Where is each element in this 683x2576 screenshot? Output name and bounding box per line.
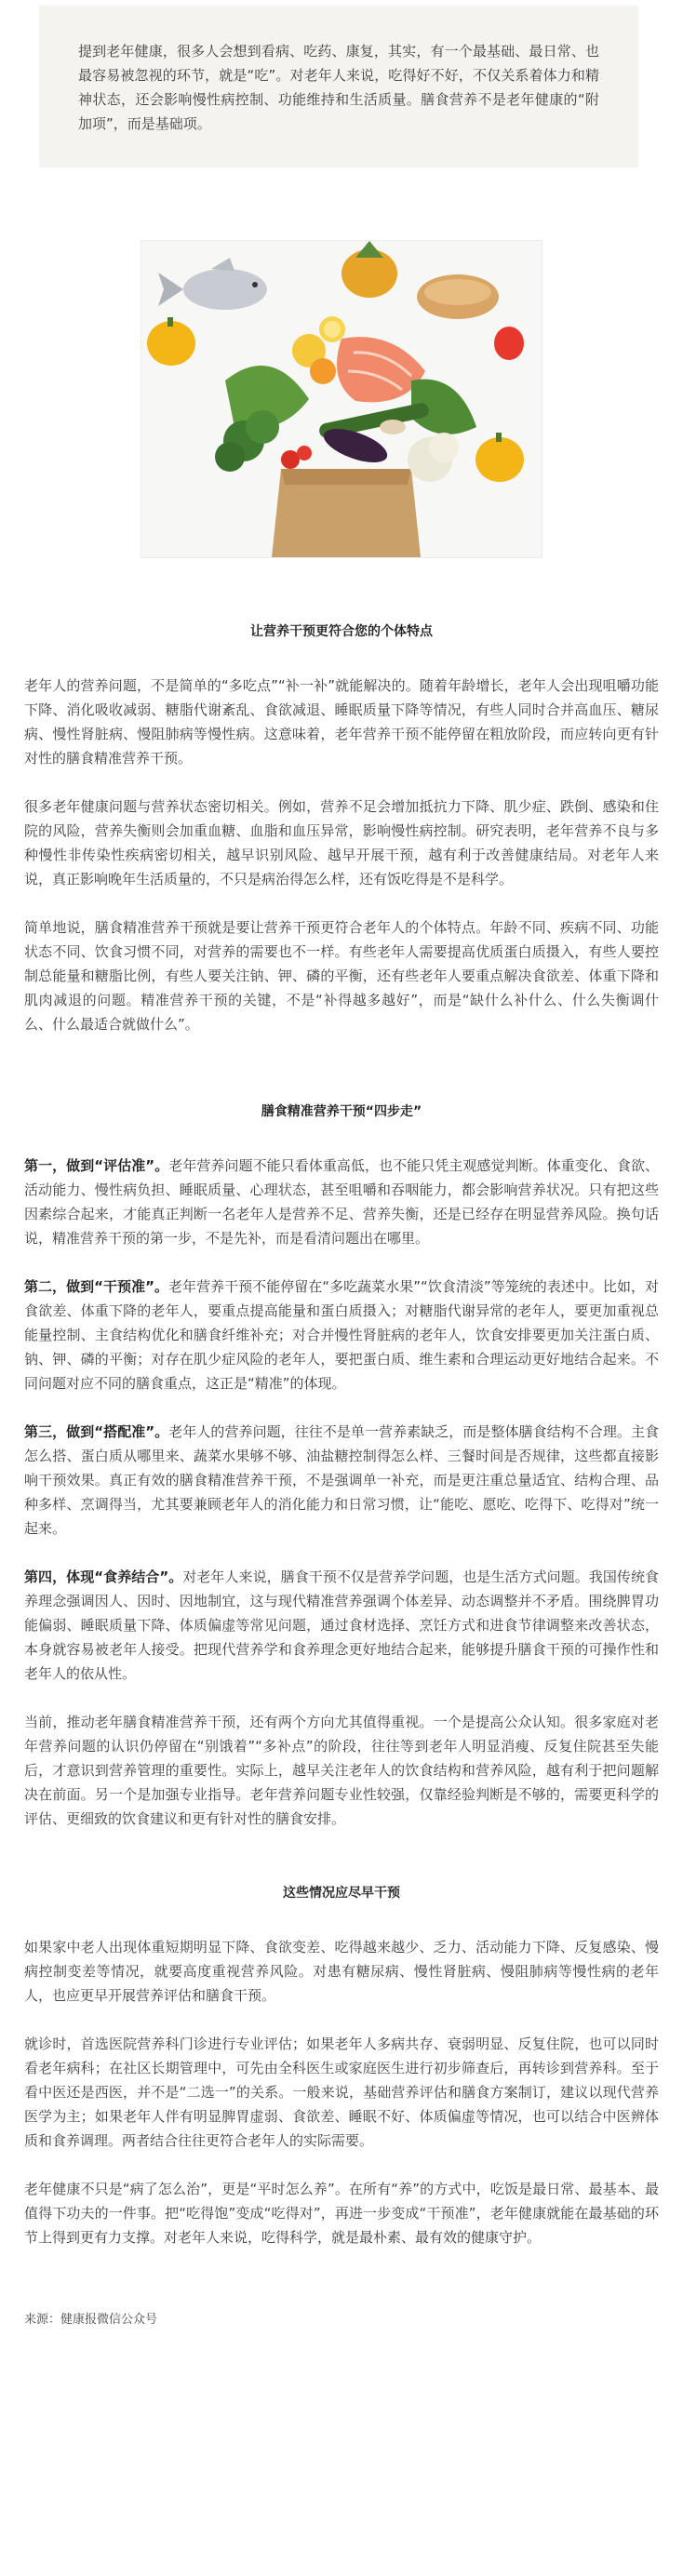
step-lead: 第三，做到“搭配准”。 [24,1423,169,1440]
intro-text: 提到老年健康，很多人会想到看病、吃药、康复，其实，有一个最基础、最日常、也最容易被忽视的环节，就是“吃”。对老年人来说，吃得好不好，不仅关系着体力和精神状态，还会影响慢性病控制、功能维持和生活质量。膳食营养不是老年健康的“附加项”，而是基础项。 [78,43,599,132]
section-1-paragraph: 简单地说，膳食精准营养干预就是要让营养干预更符合老年人的个体特点。年龄不同、疾病不同、功能状态不同、饮食习惯不同，对营养的需要也不一样。有些老年人需要提高优质蛋白质摄入，有些人要控制总能量和糖脂比例，有些人要关注钠、钾、磷的平衡，还有些老年人要重点解决食欲差、体重下降和肌肉减退的问题。精准营养干预的关键，不是“补得越多越好”，而是“缺什么补什么、什么失衡调什么、什么最适合就做什么”。 [24,919,659,1033]
step-text: 当前，推动老年膳食精准营养干预，还有两个方向尤其值得重视。一个是提高公众认知。很多家庭对老年营养问题的认识仍停留在“别饿着”“多补点”的阶段，往往等到老年人明显消瘦、反复住院甚至失能后，才意识到营养管理的重要性。实际上，越早关注老年人的饮食结构和营养风险，越有利于把问题解决在前面。另一个是加强专业指导。老年营养问题专业性较强，仅靠经验判断是不够的，需要更科学的评估、更细致的饮食建议和更有针对性的膳食安排。 [24,1714,659,1827]
step-text: 老年营养问题不能只看体重高低，也不能只凭主观感觉判断。体重变化、食欲、活动能力、慢性病负担、睡眠质量、心理状态，甚至咀嚼和吞咽能力，都会影响营养状况。只有把这些因素综合起来，才能真正判断一名老年人是营养不足、营养失衡，还是已经存在明显营养风险。换句话说，精准营养干预的第一步，不是先补，而是看清问题出在哪里。 [24,1157,659,1247]
section-2-paragraph [24,1154,659,1250]
section-2-paragraph [24,1275,659,1395]
section-2-paragraph [24,1420,659,1541]
section-title-2: 膳食精准营养干预“四步走” [261,1104,422,1119]
orange-icon [310,358,336,384]
step-text: 老年营养干预不能停留在“多吃蔬菜水果”“饮食清淡”等笼统的表述中。比如，对食欲差、体重下降的老年人，要重点提高能量和蛋白质摄入；对糖脂代谢异常的老年人，要更加重视总能量控制、主食结构优化和膳食纤维补充；对合并慢性肾脏病的老年人，饮食安排要更加关注蛋白质、钠、钾、磷的平衡；对存在肌少症风险的老年人，要把蛋白质、维生素和合理运动更好地结合起来。不同问题对应不同的膳食重点，这正是“精准”的体现。 [24,1278,660,1392]
section-3-paragraph: 老年健康不只是“病了怎么治”，更是“平时怎么养”。在所有“养”的方式中，吃饭是最日常、最基本、最值得下功夫的一件事。把“吃得饱”变成“吃得对”，再进一步变成“干预准”，老年健康就能在最基础的环节上得到更有力支撑。对老年人来说，吃得科学，就是最朴素、最有效的健康守护。 [24,2181,659,2246]
intro-box [39,6,638,167]
hero-food-image [141,240,542,558]
section-1-paragraph: 很多老年健康问题与营养状态密切相关。例如，营养不足会增加抵抗力下降、肌少症、跌倒、感染和住院的风险，营养失衡则会加重血糖、血脂和血压异常，影响慢性病控制。研究表明，老年营养不良与多种慢性非传染性疾病密切相关，越早识别风险、越早开展干预，越有利于改善健康结局。对老年人来说，真正影响晚年生活质量的，不只是病治得怎么样，还有饭吃得是不是科学。 [24,798,659,888]
source-credit: 来源：健康报微信公众号 [24,2313,158,2327]
step-text: 对老年人来说，膳食干预不仅是营养学问题，也是生活方式问题。我国传统食养理念强调因人、因时、因地制宜，这与现代精准营养强调个体差异、动态调整并不矛盾。围绕脾胃功能偏弱、睡眠质量下降、体质偏虚等常见问题，通过食材选择、烹饪方式和进食节律调整来改善状态，本身就容易被老年人接受。把现代营养学和食养理念更好地结合起来，能够提升膳食干预的可操作性和老年人的依从性。 [24,1568,659,1682]
step-lead: 第四，体现“食养结合”。 [24,1568,183,1585]
step-lead: 第二，做到“干预准”。 [24,1278,169,1295]
section-title-1: 让营养干预更符合您的个体特点 [250,624,433,639]
bread-icon [417,274,499,319]
section-3-paragraph: 就诊时，首选医院营养科门诊进行专业评估；如果老年人多病共存、衰弱明显、反复住院，也可以同时看老年病科；在社区长期管理中，可先由全科医生或家庭医生进行初步筛查后，再转诊到营养科。至于看中医还是西医，并不是“二选一”的关系。一般来说，基础营养评估和膳食方案制订，建议以现代营养医学为主；如果老年人伴有明显脾胃虚弱、食欲差、睡眠不好、体质偏虚等情况，也可以结合中医辨体质和食养调理。两者结合往往更符合老年人的实际需要。 [24,2035,659,2149]
section-2-paragraph [24,1710,659,1831]
section-2-paragraph [24,1565,659,1686]
food-illustration [141,241,542,557]
step-lead: 第一，做到“评估准”。 [24,1157,169,1174]
paper-bag-icon [272,469,421,557]
step-text: 老年人的营养问题，往往不是单一营养素缺乏，而是整体膳食结构不合理。主食怎么搭、蛋白质从哪里来、蔬菜水果够不够、油盐糖控制得怎么样、三餐时间是否规律，这些都直接影响干预效果。真正有效的膳食精准营养干预，不是强调单一补充，而是更注重总量适宜、结构合理、品种多样、烹调得当，尤其要兼顾老年人的消化能力和日常习惯，让“能吃、愿吃、吃得下、吃得对”统一起来。 [24,1423,659,1537]
section-1-paragraph: 老年人的营养问题，不是简单的“多吃点”“补一补”就能解决的。随着年龄增长，老年人会出现咀嚼功能下降、消化吸收减弱、糖脂代谢紊乱、食欲减退、睡眠质量下降等情况，有些人同时合并高血压、糖尿病、慢性肾脏病、慢阻肺病等慢性病。这意味着，老年营养干预不能停留在粗放阶段，而应转向更有针对性的膳食精准营养干预。 [24,677,659,767]
section-title-3: 这些情况应尽早干预 [283,1886,400,1901]
section-3-paragraph: 如果家中老人出现体重短期明显下降、食欲变差、吃得越来越少、乏力、活动能力下降、反复感染、慢病控制变差等情况，就要高度重视营养风险。对患有糖尿病、慢性肾脏病、慢阻肺病等慢性病的老年人，也应更早开展营养评估和膳食干预。 [24,1939,659,2004]
